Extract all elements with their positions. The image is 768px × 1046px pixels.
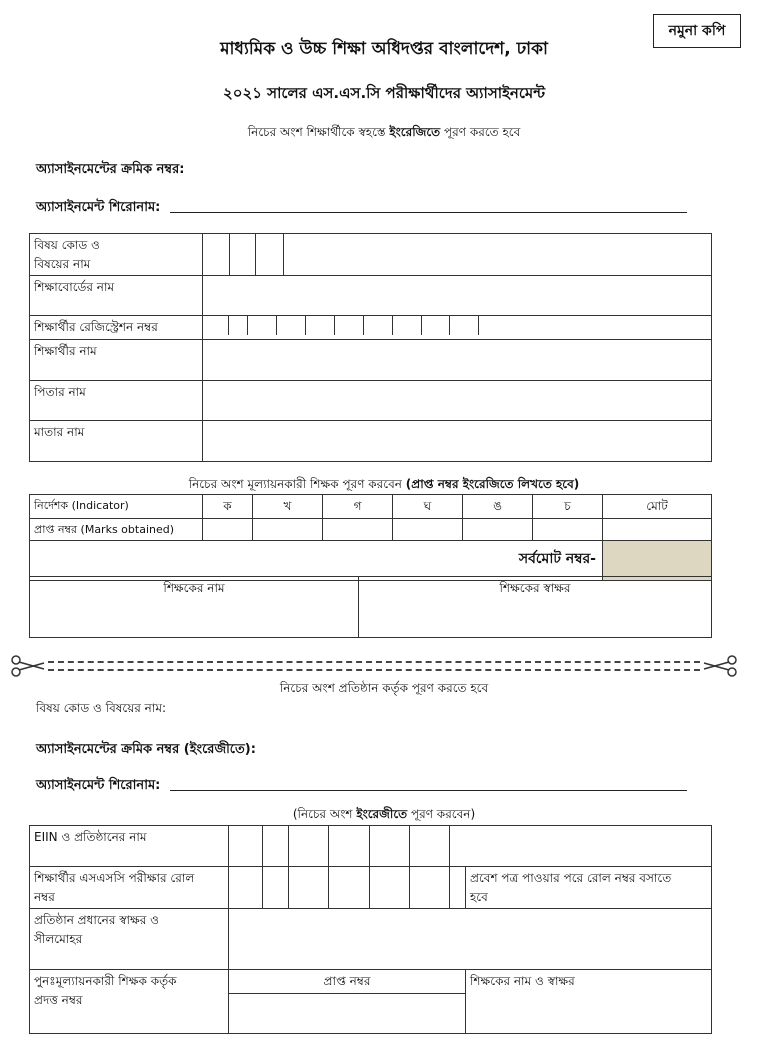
subject-code-box[interactable] <box>256 234 284 276</box>
assignment-title-line-2[interactable] <box>170 790 687 791</box>
eiin-box[interactable] <box>410 826 450 867</box>
eiin-box[interactable] <box>329 826 370 867</box>
teacher-section-heading: নিচের অংশ মূল্যায়নকারী শিক্ষক পূরণ করবেন (প্রাপ্ত নম্বর ইংরেজিতে লিখতে হবে) <box>188 477 580 491</box>
roll-box[interactable] <box>329 867 370 909</box>
board-label: শিক্ষাবোর্ডের নাম <box>30 276 203 316</box>
head-signature-field[interactable] <box>229 909 712 970</box>
eiin-label: EIIN ও প্রতিষ্ঠানের নাম <box>30 826 229 867</box>
roll-box[interactable] <box>263 867 289 909</box>
assignment-title-label: অ্যাসাইনমেন্ট শিরোনাম: <box>36 200 161 215</box>
board-field[interactable] <box>203 276 712 316</box>
marks-cell[interactable] <box>393 518 463 540</box>
marks-cell[interactable] <box>533 518 603 540</box>
cut-line <box>48 661 700 671</box>
total-header: মোট <box>603 495 712 519</box>
scissors-icon <box>10 654 46 678</box>
eiin-box[interactable] <box>370 826 410 867</box>
teacher-signature-cell[interactable] <box>359 577 712 638</box>
eiin-box[interactable] <box>263 826 289 867</box>
english-fill-note: (নিচের অংশ ইংরেজীতে পূরণ করবেন) <box>292 807 476 821</box>
roll-note: প্রবেশ পত্র পাওয়ার পরে রোল নম্বর বসাতে হবে <box>466 867 712 909</box>
indicator-label: নির্দেশক (Indicator) <box>30 495 203 519</box>
subject-name-field[interactable] <box>284 234 712 276</box>
indicator-kha: খ <box>253 495 323 519</box>
teacher-name-sign-label: শিক্ষকের নাম ও স্বাক্ষর <box>470 974 575 989</box>
roll-box[interactable] <box>450 867 466 909</box>
institution-heading: নিচের অংশ প্রতিষ্ঠান কর্তৃক পূরণ করতে হবে <box>279 681 489 695</box>
mother-name-field[interactable] <box>203 420 712 461</box>
teacher-name-label: শিক্ষকের নাম <box>163 581 225 595</box>
indicator-umo: ঙ <box>463 495 533 519</box>
registration-label: শিক্ষার্থীর রেজিস্ট্রেশন নম্বর <box>30 316 203 340</box>
student-instruction: নিচের অংশ শিক্ষার্থীকে স্বহস্তে ইংরেজিতে পূরণ করতে হবে <box>247 125 521 139</box>
grand-total-label: সর্বমোট নম্বর- <box>30 540 603 580</box>
page-title: মাধ্যমিক ও উচ্চ শিক্ষা অধিদপ্তর বাংলাদেশ, ঢাকা <box>220 39 548 59</box>
roll-box[interactable] <box>370 867 410 909</box>
roll-box[interactable] <box>229 867 263 909</box>
grand-total-field[interactable] <box>603 540 712 580</box>
assignment-title-line[interactable] <box>170 212 687 213</box>
roll-label: শিক্ষার্থীর এসএসসি পরীক্ষার রোল নম্বর <box>30 867 229 909</box>
total-cell[interactable] <box>603 518 712 540</box>
assignment-title-label-2: অ্যাসাইনমেন্ট শিরোনাম: <box>36 778 161 793</box>
assignment-serial-english-label: অ্যাসাইনমেন্টের ক্রমিক নম্বর (ইংরেজীতে): <box>36 742 256 757</box>
mother-name-label: মাতার নাম <box>30 420 203 461</box>
student-name-label: শিক্ষার্থীর নাম <box>30 339 203 380</box>
teacher-name-cell[interactable] <box>30 577 359 638</box>
institution-name-field[interactable] <box>450 826 712 867</box>
obtained-marks-header: প্রাপ্ত নম্বর <box>229 970 466 994</box>
re-evaluation-label: পুনঃমূল্যায়নকারী শিক্ষক কর্তৃক প্রদত্ত নম্বর <box>30 970 229 1034</box>
eiin-box[interactable] <box>229 826 263 867</box>
eiin-box[interactable] <box>289 826 329 867</box>
scissors-icon <box>702 654 738 678</box>
student-name-field[interactable] <box>203 339 712 380</box>
assignment-serial-label: অ্যাসাইনমেন্টের ক্রমিক নম্বর: <box>36 162 185 177</box>
student-info-table <box>29 233 712 462</box>
subject-code-name-label: বিষয় কোড ও বিষয়ের নাম: <box>36 701 167 715</box>
head-signature-label: প্রতিষ্ঠান প্রধানের স্বাক্ষর ও সীলমোহর <box>30 909 229 970</box>
father-name-label: পিতার নাম <box>30 380 203 420</box>
teacher-name-sign-cell[interactable] <box>466 970 712 1034</box>
indicator-gha: ঘ <box>393 495 463 519</box>
marks-table <box>29 494 712 581</box>
subject-code-label: বিষয় কোড ও বিষয়ের নাম <box>30 234 203 276</box>
indicator-ga: গ <box>323 495 393 519</box>
institution-table <box>29 825 712 1034</box>
marks-obtained-label: প্রাপ্ত নম্বর (Marks obtained) <box>30 518 203 540</box>
teacher-signature-label: শিক্ষকের স্বাক্ষর <box>499 581 571 595</box>
roll-box[interactable] <box>289 867 329 909</box>
teacher-signature-table <box>29 576 712 638</box>
registration-boxes[interactable] <box>203 316 711 335</box>
indicator-cha: চ <box>533 495 603 519</box>
marks-cell[interactable] <box>323 518 393 540</box>
marks-cell[interactable] <box>203 518 253 540</box>
marks-cell[interactable] <box>463 518 533 540</box>
father-name-field[interactable] <box>203 380 712 420</box>
subject-code-box[interactable] <box>203 234 230 276</box>
subject-code-box[interactable] <box>230 234 256 276</box>
marks-cell[interactable] <box>253 518 323 540</box>
roll-box[interactable] <box>410 867 450 909</box>
obtained-marks-field[interactable] <box>229 993 466 1033</box>
sample-copy-badge: নমুনা কপি <box>653 14 741 48</box>
page-subtitle: ২০২১ সালের এস.এস.সি পরীক্ষার্থীদের অ্যাসাইনমেন্ট <box>222 84 546 102</box>
indicator-ka: ক <box>203 495 253 519</box>
